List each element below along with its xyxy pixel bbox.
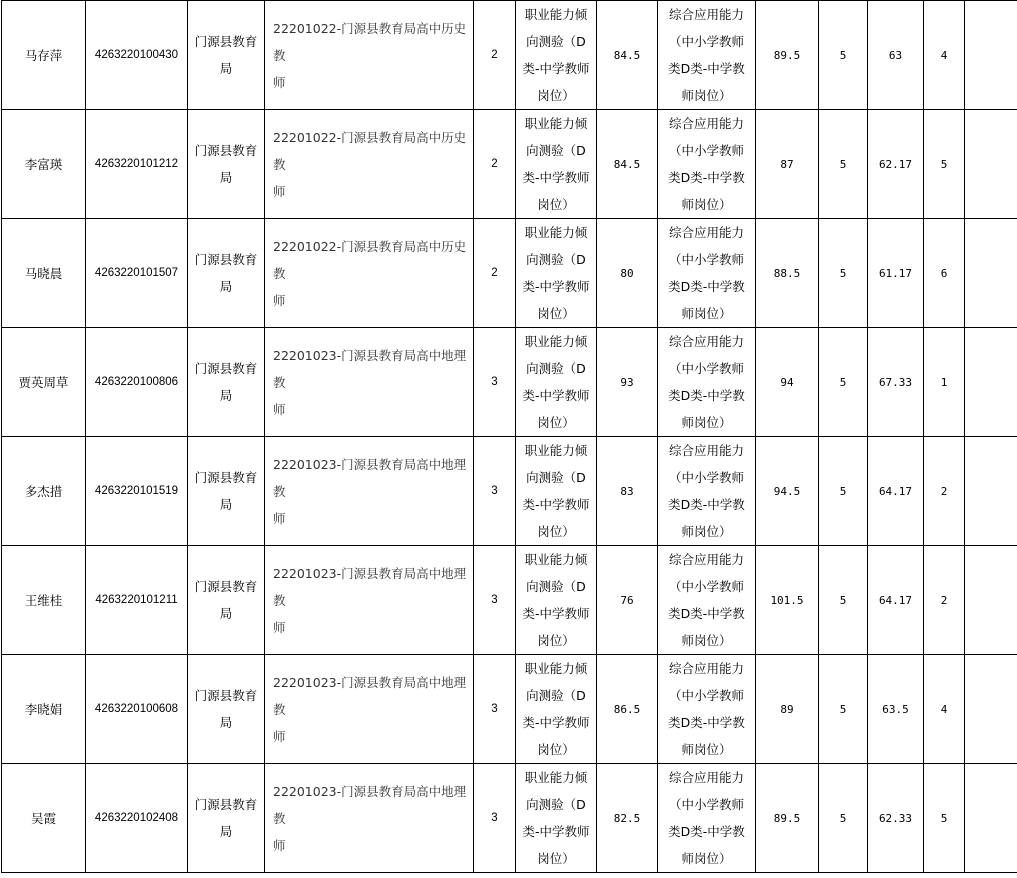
cell-line: 门源县教育 bbox=[194, 361, 258, 376]
cell-line: 师 bbox=[273, 74, 286, 90]
job-position bbox=[265, 655, 474, 764]
cell-line: 22201023-门源县教育局高中地理教 bbox=[273, 783, 467, 826]
subject-two-score: 88.5 bbox=[756, 219, 819, 328]
subject-one-score: 84.5 bbox=[597, 110, 658, 219]
subject-two bbox=[658, 328, 756, 437]
table-row bbox=[2, 764, 1017, 873]
cell-line: 局 bbox=[219, 824, 233, 839]
cell-line: 师岗位） bbox=[681, 524, 732, 539]
cell-line: 向测验（D bbox=[526, 252, 586, 267]
quota: 2 bbox=[474, 110, 516, 219]
subject-one bbox=[516, 219, 597, 328]
exam-id: 4263220101212 bbox=[86, 110, 188, 219]
cell-line: 师岗位） bbox=[681, 306, 732, 321]
cell-line: 岗位） bbox=[537, 415, 575, 430]
subject-two-score: 94 bbox=[756, 328, 819, 437]
candidate-name: 马晓晨 bbox=[2, 219, 86, 328]
total-score: 67.33 bbox=[868, 328, 924, 437]
cell-line: 22201022-门源县教育局高中历史教 bbox=[273, 129, 467, 172]
cell-line: 岗位） bbox=[537, 524, 575, 539]
table-row bbox=[2, 437, 1017, 546]
table-row bbox=[2, 546, 1017, 655]
subject-one bbox=[516, 437, 597, 546]
cell-line: 职业能力倾 bbox=[524, 552, 588, 567]
cell-line: 类D类-中学教 bbox=[668, 497, 745, 512]
cell-line: 师 bbox=[273, 837, 286, 853]
rank: 5 bbox=[924, 764, 965, 873]
cell-line: 向测验（D bbox=[526, 470, 586, 485]
cell-line: 门源县教育 bbox=[194, 797, 258, 812]
cell-line: 门源县教育 bbox=[194, 688, 258, 703]
total-score: 62.17 bbox=[868, 110, 924, 219]
cell-line: （中小学教师 bbox=[668, 252, 744, 267]
note bbox=[965, 219, 1017, 328]
bonus-points: 5 bbox=[819, 655, 868, 764]
cell-line: 职业能力倾 bbox=[524, 661, 588, 676]
cell-line: 局 bbox=[219, 388, 233, 403]
subject-two-score: 89.5 bbox=[756, 764, 819, 873]
subject-one-score: 82.5 bbox=[597, 764, 658, 873]
note bbox=[965, 328, 1017, 437]
cell-line: 岗位） bbox=[537, 197, 575, 212]
cell-line: 职业能力倾 bbox=[524, 7, 588, 22]
cell-line: 类-中学教师 bbox=[522, 170, 590, 185]
department bbox=[188, 328, 265, 437]
cell-line: 综合应用能力 bbox=[668, 7, 744, 22]
candidate-name: 马存萍 bbox=[2, 1, 86, 110]
exam-id: 4263220100430 bbox=[86, 1, 188, 110]
cell-line: 22201022-门源县教育局高中历史教 bbox=[273, 20, 467, 63]
table-row bbox=[2, 110, 1017, 219]
subject-one bbox=[516, 1, 597, 110]
cell-line: 类-中学教师 bbox=[522, 388, 590, 403]
cell-line: 22201022-门源县教育局高中历史教 bbox=[273, 238, 467, 281]
rank: 1 bbox=[924, 328, 965, 437]
bonus-points: 5 bbox=[819, 546, 868, 655]
department bbox=[188, 110, 265, 219]
cell-line: 师 bbox=[273, 401, 286, 417]
cell-line: 职业能力倾 bbox=[524, 116, 588, 131]
job-position bbox=[265, 1, 474, 110]
cell-line: 向测验（D bbox=[526, 579, 586, 594]
candidate-name: 吴霞 bbox=[2, 764, 86, 873]
cell-line: 综合应用能力 bbox=[668, 116, 744, 131]
job-position bbox=[265, 546, 474, 655]
cell-line: 局 bbox=[219, 497, 233, 512]
total-score: 61.17 bbox=[868, 219, 924, 328]
total-score: 64.17 bbox=[868, 437, 924, 546]
cell-line: 职业能力倾 bbox=[524, 225, 588, 240]
cell-line: 向测验（D bbox=[526, 688, 586, 703]
exam-id: 4263220100806 bbox=[86, 328, 188, 437]
quota: 3 bbox=[474, 328, 516, 437]
rank: 2 bbox=[924, 546, 965, 655]
cell-line: 师岗位） bbox=[681, 415, 732, 430]
cell-line: 综合应用能力 bbox=[668, 225, 744, 240]
subject-two bbox=[658, 655, 756, 764]
subject-two-score: 89.5 bbox=[756, 1, 819, 110]
cell-line: 类-中学教师 bbox=[522, 497, 590, 512]
candidate-name: 李晓娟 bbox=[2, 655, 86, 764]
cell-line: 综合应用能力 bbox=[668, 661, 744, 676]
job-position bbox=[265, 110, 474, 219]
subject-one-score: 86.5 bbox=[597, 655, 658, 764]
quota: 3 bbox=[474, 437, 516, 546]
exam-id: 4263220100608 bbox=[86, 655, 188, 764]
cell-line: 师岗位） bbox=[681, 742, 732, 757]
subject-one-score: 76 bbox=[597, 546, 658, 655]
department bbox=[188, 219, 265, 328]
job-position bbox=[265, 328, 474, 437]
subject-two-score: 94.5 bbox=[756, 437, 819, 546]
quota: 3 bbox=[474, 546, 516, 655]
cell-line: 师岗位） bbox=[681, 88, 732, 103]
total-score: 64.17 bbox=[868, 546, 924, 655]
cell-line: 门源县教育 bbox=[194, 579, 258, 594]
cell-line: 局 bbox=[219, 61, 233, 76]
cell-line: 职业能力倾 bbox=[524, 770, 588, 785]
cell-line: （中小学教师 bbox=[668, 143, 744, 158]
subject-two-score: 101.5 bbox=[756, 546, 819, 655]
candidate-name: 王维桂 bbox=[2, 546, 86, 655]
quota: 2 bbox=[474, 1, 516, 110]
department bbox=[188, 655, 265, 764]
subject-one-score: 84.5 bbox=[597, 1, 658, 110]
cell-line: 类D类-中学教 bbox=[668, 170, 745, 185]
subject-one-score: 93 bbox=[597, 328, 658, 437]
cell-line: （中小学教师 bbox=[668, 688, 744, 703]
cell-line: 局 bbox=[219, 279, 233, 294]
quota: 2 bbox=[474, 219, 516, 328]
cell-line: 局 bbox=[219, 715, 233, 730]
exam-id: 4263220102408 bbox=[86, 764, 188, 873]
results-table-body bbox=[2, 1, 1017, 873]
cell-line: 师 bbox=[273, 728, 286, 744]
cell-line: 岗位） bbox=[537, 88, 575, 103]
subject-one-score: 83 bbox=[597, 437, 658, 546]
subject-one bbox=[516, 655, 597, 764]
bonus-points: 5 bbox=[819, 110, 868, 219]
rank: 6 bbox=[924, 219, 965, 328]
cell-line: 门源县教育 bbox=[194, 470, 258, 485]
cell-line: 职业能力倾 bbox=[524, 443, 588, 458]
cell-line: 岗位） bbox=[537, 306, 575, 321]
job-position bbox=[265, 219, 474, 328]
department bbox=[188, 1, 265, 110]
cell-line: 岗位） bbox=[537, 742, 575, 757]
exam-id: 4263220101519 bbox=[86, 437, 188, 546]
cell-line: 向测验（D bbox=[526, 143, 586, 158]
cell-line: （中小学教师 bbox=[668, 361, 744, 376]
cell-line: 22201023-门源县教育局高中地理教 bbox=[273, 565, 467, 608]
cell-line: 岗位） bbox=[537, 633, 575, 648]
cell-line: 向测验（D bbox=[526, 34, 586, 49]
cell-line: 师 bbox=[273, 510, 286, 526]
exam-id: 4263220101507 bbox=[86, 219, 188, 328]
total-score: 63 bbox=[868, 1, 924, 110]
rank: 4 bbox=[924, 1, 965, 110]
cell-line: （中小学教师 bbox=[668, 797, 744, 812]
bonus-points: 5 bbox=[819, 328, 868, 437]
subject-one-score: 80 bbox=[597, 219, 658, 328]
quota: 3 bbox=[474, 764, 516, 873]
note bbox=[965, 110, 1017, 219]
subject-two bbox=[658, 110, 756, 219]
cell-line: 综合应用能力 bbox=[668, 334, 744, 349]
subject-two bbox=[658, 1, 756, 110]
department bbox=[188, 764, 265, 873]
cell-line: 22201023-门源县教育局高中地理教 bbox=[273, 456, 467, 499]
cell-line: 综合应用能力 bbox=[668, 552, 744, 567]
subject-one bbox=[516, 328, 597, 437]
results-table-container bbox=[1, 0, 1017, 873]
cell-line: 类-中学教师 bbox=[522, 715, 590, 730]
table-row bbox=[2, 1, 1017, 110]
cell-line: 22201023-门源县教育局高中地理教 bbox=[273, 674, 467, 717]
department bbox=[188, 546, 265, 655]
cell-line: （中小学教师 bbox=[668, 34, 744, 49]
cell-line: 向测验（D bbox=[526, 797, 586, 812]
total-score: 63.5 bbox=[868, 655, 924, 764]
cell-line: 类D类-中学教 bbox=[668, 824, 745, 839]
cell-line: 向测验（D bbox=[526, 361, 586, 376]
bonus-points: 5 bbox=[819, 764, 868, 873]
job-position bbox=[265, 764, 474, 873]
quota: 3 bbox=[474, 655, 516, 764]
cell-line: 师 bbox=[273, 292, 286, 308]
cell-line: 类D类-中学教 bbox=[668, 279, 745, 294]
cell-line: （中小学教师 bbox=[668, 579, 744, 594]
subject-one bbox=[516, 546, 597, 655]
cell-line: 门源县教育 bbox=[194, 252, 258, 267]
job-position bbox=[265, 437, 474, 546]
bonus-points: 5 bbox=[819, 219, 868, 328]
exam-id: 4263220101211 bbox=[86, 546, 188, 655]
subject-two bbox=[658, 219, 756, 328]
cell-line: 类D类-中学教 bbox=[668, 388, 745, 403]
rank: 4 bbox=[924, 655, 965, 764]
department bbox=[188, 437, 265, 546]
subject-two bbox=[658, 437, 756, 546]
table-row bbox=[2, 219, 1017, 328]
cell-line: 师 bbox=[273, 183, 286, 199]
cell-line: 门源县教育 bbox=[194, 143, 258, 158]
subject-two-score: 87 bbox=[756, 110, 819, 219]
cell-line: 类D类-中学教 bbox=[668, 61, 745, 76]
cell-line: 类-中学教师 bbox=[522, 606, 590, 621]
cell-line: 类D类-中学教 bbox=[668, 606, 745, 621]
cell-line: 岗位） bbox=[537, 851, 575, 866]
cell-line: 类-中学教师 bbox=[522, 61, 590, 76]
total-score: 62.33 bbox=[868, 764, 924, 873]
cell-line: 师岗位） bbox=[681, 633, 732, 648]
table-row bbox=[2, 655, 1017, 764]
cell-line: 局 bbox=[219, 606, 233, 621]
cell-line: 师 bbox=[273, 619, 286, 635]
rank: 5 bbox=[924, 110, 965, 219]
cell-line: 综合应用能力 bbox=[668, 770, 744, 785]
note bbox=[965, 1, 1017, 110]
results-table bbox=[1, 0, 1017, 873]
candidate-name: 多杰措 bbox=[2, 437, 86, 546]
rank: 2 bbox=[924, 437, 965, 546]
note bbox=[965, 437, 1017, 546]
note bbox=[965, 546, 1017, 655]
subject-two bbox=[658, 546, 756, 655]
note bbox=[965, 764, 1017, 873]
cell-line: （中小学教师 bbox=[668, 470, 744, 485]
candidate-name: 李富瑛 bbox=[2, 110, 86, 219]
note bbox=[965, 655, 1017, 764]
cell-line: 类-中学教师 bbox=[522, 824, 590, 839]
cell-line: 师岗位） bbox=[681, 197, 732, 212]
cell-line: 类-中学教师 bbox=[522, 279, 590, 294]
bonus-points: 5 bbox=[819, 1, 868, 110]
cell-line: 师岗位） bbox=[681, 851, 732, 866]
cell-line: 22201023-门源县教育局高中地理教 bbox=[273, 347, 467, 390]
subject-one bbox=[516, 764, 597, 873]
cell-line: 局 bbox=[219, 170, 233, 185]
cell-line: 职业能力倾 bbox=[524, 334, 588, 349]
table-row bbox=[2, 328, 1017, 437]
subject-two bbox=[658, 764, 756, 873]
cell-line: 类D类-中学教 bbox=[668, 715, 745, 730]
bonus-points: 5 bbox=[819, 437, 868, 546]
candidate-name: 贾英周草 bbox=[2, 328, 86, 437]
subject-one bbox=[516, 110, 597, 219]
cell-line: 门源县教育 bbox=[194, 34, 258, 49]
subject-two-score: 89 bbox=[756, 655, 819, 764]
cell-line: 综合应用能力 bbox=[668, 443, 744, 458]
